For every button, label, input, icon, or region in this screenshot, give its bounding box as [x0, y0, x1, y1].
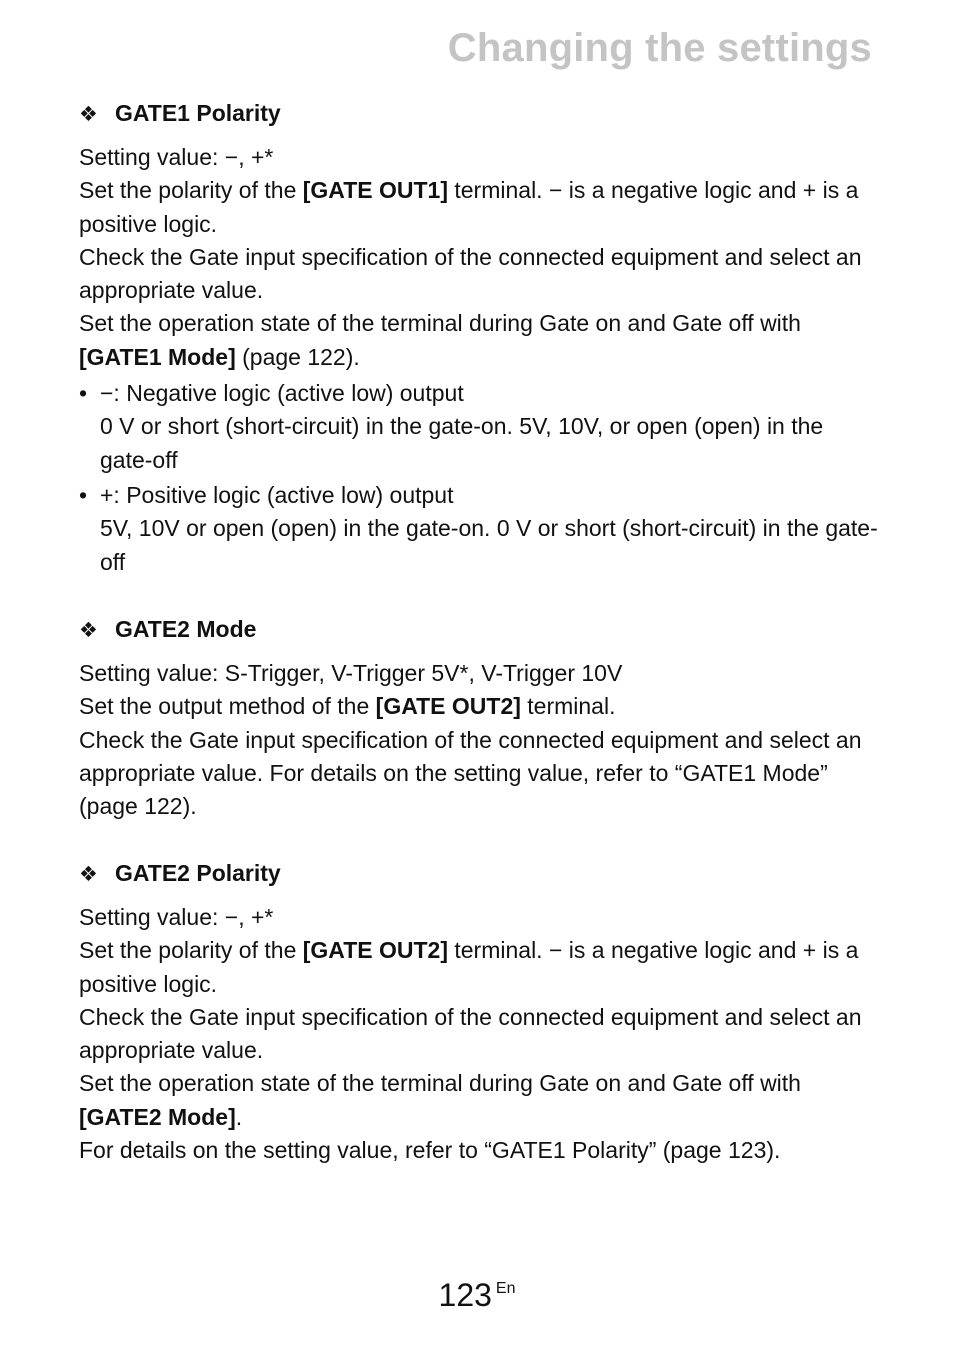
list-item	[79, 377, 879, 477]
paragraph	[79, 690, 879, 723]
text-run: Set the polarity of the	[79, 177, 303, 204]
section-gate1-polarity	[79, 99, 879, 579]
page-footer	[0, 1277, 954, 1314]
bullet-detail: 5V, 10V or open (open) in the gate-on. 0 V or short (short-circuit) in the gate-off	[100, 515, 878, 575]
diamond-bullet-icon: ❖	[79, 863, 98, 886]
terminal-name: [GATE OUT2]	[375, 693, 521, 720]
paragraph	[79, 307, 879, 374]
language-tag: En	[495, 1280, 516, 1297]
paragraph: For details on the setting value, refer to “GATE1 Polarity” (page 123).	[79, 1137, 781, 1164]
list-item	[79, 479, 879, 579]
section-gate2-polarity	[79, 859, 879, 1167]
paragraph	[79, 934, 879, 1001]
text-run: terminal. − is a negative logic and + is a positive logic.	[79, 177, 859, 237]
diamond-bullet-icon: ❖	[79, 619, 98, 642]
paragraph: Check the Gate input specification of the connected equipment and select an appropriate value.	[79, 1003, 862, 1064]
setting-reference: [GATE2 Mode]	[79, 1103, 236, 1130]
text-run: (page 122).	[235, 343, 360, 370]
section-heading	[79, 99, 879, 129]
page-number: 123	[438, 1277, 492, 1313]
text-run: .	[235, 1103, 243, 1130]
heading-text: GATE2 Mode	[115, 616, 257, 642]
bullet-icon: •	[79, 481, 88, 508]
terminal-name: [GATE OUT1]	[302, 177, 448, 204]
section-heading	[79, 615, 879, 645]
text-run: Set the operation state of the terminal during Gate on and Gate off with	[79, 310, 801, 337]
text-run: Set the operation state of the terminal during Gate on and Gate off with	[79, 1070, 801, 1097]
bullet-detail: 0 V or short (short-circuit) in the gate-on. 5V, 10V, or open (open) in the gate-off	[100, 413, 824, 473]
setting-value: Setting value: −, +*	[79, 144, 274, 170]
heading-text: GATE1 Polarity	[115, 100, 281, 126]
setting-reference: [GATE1 Mode]	[79, 343, 236, 370]
paragraph: Check the Gate input specification of the connected equipment and select an appropriate value. For details on the setting value, refer to “GATE1 Mode” (page 122).	[79, 726, 862, 820]
text-run: Set the polarity of the	[79, 937, 303, 964]
terminal-name: [GATE OUT2]	[302, 937, 448, 964]
page-title: Changing the settings	[447, 26, 872, 70]
text-run: terminal.	[520, 693, 616, 720]
heading-text: GATE2 Polarity	[115, 860, 281, 886]
paragraph	[79, 174, 879, 241]
bullet-icon: •	[79, 380, 88, 407]
text-run: Set the output method of the	[79, 693, 376, 720]
section-heading	[79, 859, 879, 889]
paragraph	[79, 1067, 879, 1134]
setting-value: Setting value: −, +*	[79, 904, 274, 930]
bullet-title: −: Negative logic (active low) output	[100, 380, 464, 407]
diamond-bullet-icon: ❖	[79, 103, 98, 126]
text-run: terminal. − is a negative logic and + is a positive logic.	[79, 937, 859, 997]
section-gate2-mode	[79, 615, 879, 823]
bullet-title: +: Positive logic (active low) output	[100, 481, 454, 508]
setting-value: Setting value: S-Trigger, V-Trigger 5V*, V-Trigger 10V	[79, 660, 623, 686]
paragraph: Check the Gate input specification of the connected equipment and select an appropriate value.	[79, 243, 862, 304]
